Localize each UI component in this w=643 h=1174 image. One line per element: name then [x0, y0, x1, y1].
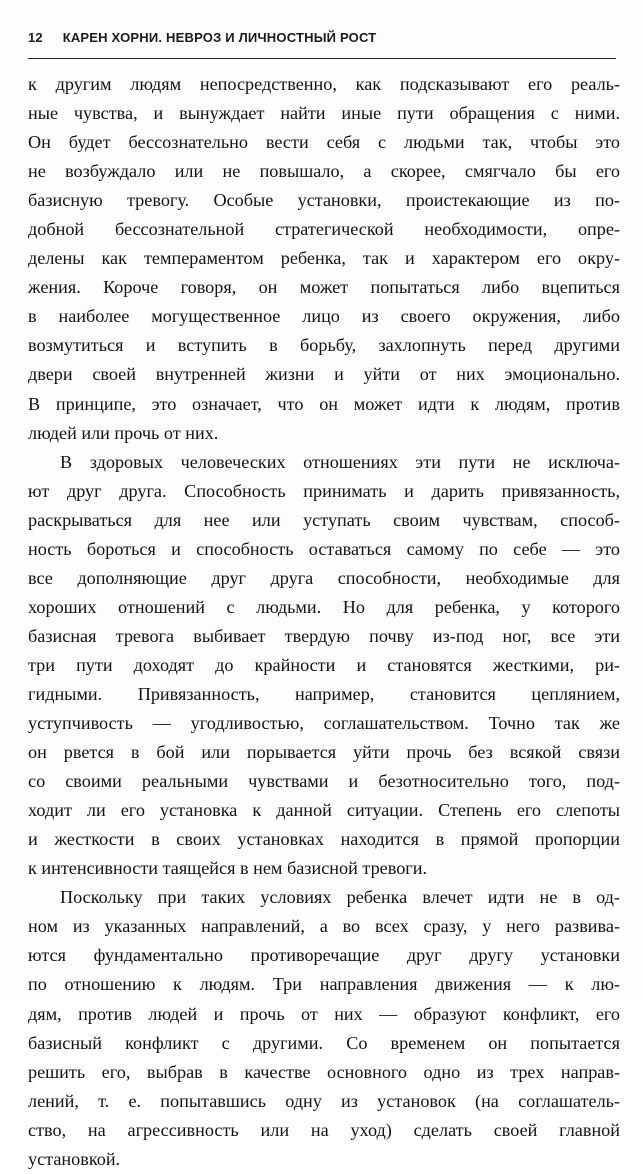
text-line: ются фундаментально противоречащие друг другу установки [28, 945, 620, 966]
text-line: к интенсивности таящейся в нем базисной тревоги. [28, 858, 428, 879]
text-line: установкой. [28, 1148, 121, 1169]
text-line: ные чувства, и вынуждает найти иные пути обращения с ними. [28, 103, 620, 124]
running-title: КАРЕН ХОРНИ. НЕВРОЗ И ЛИЧНОСТНЫЙ РОСТ [62, 30, 377, 45]
text-line: ют друг друга. Способность принимать и дарить привязанность, [28, 480, 620, 501]
text-line: людей или прочь от них. [28, 422, 219, 443]
text-line: ходит ли его установка к данной ситуации. Степень его слепоты [28, 800, 620, 821]
text-line: базисный конфликт с другими. Со временем он попытается [28, 1032, 620, 1053]
text-line: решить его, выбрав в качестве основного одно из трех направ- [28, 1061, 620, 1082]
text-line: ство, на агрессивность или на уход) сделать своей главной [28, 1119, 620, 1140]
paragraph [28, 70, 620, 448]
text-line: ном из указанных направлений, а во всех сразу, у него развива- [28, 916, 620, 937]
text-line: двери своей внутренней жизни и уйти от них эмоционально. [28, 364, 620, 385]
text-line: лений, т. е. попытавшись одну из установок (на соглашатель- [28, 1090, 620, 1111]
text-line: Поскольку при таких условиях ребенка влечет идти не в од- [60, 887, 620, 908]
text-line: уступчивость — угодливостью, соглашательством. Точно так же [28, 713, 620, 734]
text-line: добной бессознательной стратегической необходимости, опре- [28, 219, 620, 240]
text-line: хороших отношений с людьми. Но для ребенка, у которого [28, 596, 620, 617]
text-line: не возбуждало или не повышало, а скорее, смягчало бы его [28, 161, 620, 182]
text-line: Он будет бессознательно вести себя с людьми так, чтобы это [28, 132, 620, 153]
text-line: делены как темпераментом ребенка, так и характером его окру- [28, 248, 620, 269]
header-rule [28, 58, 616, 59]
running-header [28, 30, 620, 45]
text-line: и жесткости в своих установках находится в прямой пропорции [28, 829, 620, 850]
text-line: жения. Короче говоря, он может попытаться либо вцепиться [28, 277, 620, 298]
text-line: дям, против людей и прочь от них — образуют конфликт, его [28, 1003, 620, 1024]
text-line: базисную тревогу. Особые установки, проистекающие из по- [28, 190, 620, 211]
text-line: в наиболее могущественное лицо из своего окружения, либо [28, 306, 620, 327]
text-line: возмутиться и вступить в борьбу, захлопнуть перед другими [28, 335, 620, 356]
text-line: ность бороться и способность оставаться самому по себе — это [28, 538, 620, 559]
text-line: В принципе, это означает, что он может идти к людям, против [28, 393, 620, 414]
text-line: к другим людям непосредственно, как подсказывают его реаль- [28, 74, 620, 94]
page-number: 12 [28, 30, 43, 45]
text-line: он рвется в бой или порывается уйти прочь без всякой связи [28, 742, 620, 763]
text-line: со своими реальными чувствами и безотносительно того, под- [28, 771, 620, 792]
paragraph [28, 448, 620, 884]
text-line: три пути доходят до крайности и становятся жесткими, ри- [28, 654, 620, 675]
body-text [28, 70, 620, 1174]
text-line: В здоровых человеческих отношениях эти пути не исключа- [60, 451, 620, 472]
text-line: все дополняющие друг друга способности, необходимые для [28, 567, 620, 588]
text-line: раскрываться для нее или уступать своим чувствам, способ- [28, 509, 620, 530]
text-line: гидными. Привязанность, например, становится цеплянием, [28, 683, 620, 704]
paragraph [28, 883, 620, 1173]
text-line: по отношению к людям. Три направления движения — к лю- [28, 974, 620, 995]
text-line: базисная тревога выбивает твердую почву из-под ног, все эти [28, 625, 620, 646]
